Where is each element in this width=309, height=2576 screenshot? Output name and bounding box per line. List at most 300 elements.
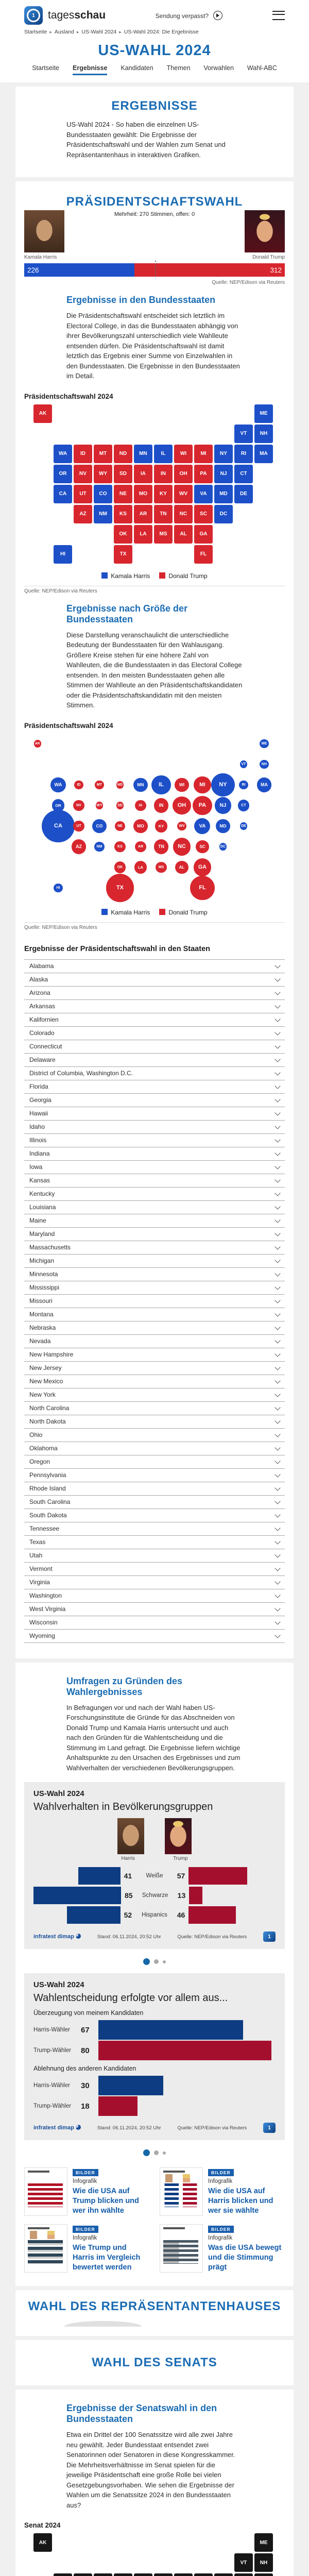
state-accordion-label: Oregon: [29, 1458, 50, 1465]
president-map-state-IA[interactable]: IA: [134, 465, 152, 483]
president-map-state-GA[interactable]: GA: [194, 525, 213, 544]
decision-row-0-0: [33, 2020, 276, 2040]
cartogram-bubble-DE[interactable]: DE: [240, 822, 248, 830]
panel1-stand: Stand: 06.11.2024, 20:52 Uhr: [97, 1934, 161, 1940]
cartogram-bubble-RI[interactable]: RI: [239, 781, 248, 789]
president-map: [33, 404, 276, 567]
state-accordion-label: Vermont: [29, 1565, 53, 1572]
president-map-state-CO[interactable]: CO: [94, 485, 112, 503]
cartogram-bubble-OH[interactable]: OH: [173, 796, 191, 815]
cartogram-bubble-IL[interactable]: IL: [151, 775, 170, 794]
president-map-state-IL[interactable]: IL: [154, 445, 173, 463]
cartogram-legend-item-0: Kamala Harris: [101, 909, 150, 916]
state-accordion-row-5[interactable]: [24, 1026, 285, 1040]
state-accordion-label: Alabama: [29, 962, 54, 970]
president-map-state-KY[interactable]: KY: [154, 485, 173, 503]
cartogram-bubble-MA[interactable]: MA: [257, 777, 272, 792]
cartogram-bubble-NV[interactable]: NV: [73, 800, 84, 811]
chevron-down-icon: [274, 1485, 280, 1490]
trump-votes-bar[interactable]: [134, 263, 285, 277]
cartogram-bubble-UT[interactable]: UT: [73, 821, 84, 832]
sendung-verpasst-link[interactable]: [106, 11, 272, 20]
state-accordion-row-41[interactable]: [24, 1509, 285, 1522]
cartogram-bubble-TX[interactable]: TX: [106, 874, 134, 902]
senate-map-state-ID[interactable]: [74, 2573, 92, 2576]
state-accordion-row-42[interactable]: [24, 1522, 285, 1535]
state-accordion-row-27[interactable]: [24, 1321, 285, 1334]
president-map-state-DC[interactable]: DC: [214, 505, 233, 523]
cartogram-bubble-OK[interactable]: OK: [114, 861, 126, 873]
trump-bar-Weiße: [188, 1867, 247, 1885]
teaser-kicker: Infografik: [73, 2178, 97, 2184]
state-accordion-row-47[interactable]: [24, 1589, 285, 1602]
panel1-kicker: US-Wahl 2024: [33, 1789, 84, 1798]
state-accordion-row-17[interactable]: [24, 1187, 285, 1200]
state-accordion-row-18[interactable]: [24, 1200, 285, 1214]
president-map-state-ID[interactable]: ID: [74, 445, 92, 463]
decision-chart: [33, 2009, 276, 2116]
senate-map-state-WI[interactable]: [174, 2573, 193, 2576]
chevron-down-icon: [274, 1445, 280, 1450]
state-accordion-row-39[interactable]: [24, 1482, 285, 1495]
state-accordion-label: Utah: [29, 1552, 43, 1559]
state-accordion-row-38[interactable]: [24, 1468, 285, 1482]
cartogram-bubble-NC[interactable]: NC: [173, 838, 191, 855]
cartogram-bubble-NM[interactable]: NM: [94, 842, 104, 852]
president-map-state-MA[interactable]: MA: [254, 445, 273, 463]
cartogram-bubble-WA[interactable]: WA: [50, 777, 66, 793]
state-accordion-label: Alaska: [29, 976, 48, 983]
president-map-state-FL[interactable]: FL: [194, 545, 213, 564]
cartogram-bubble-IA[interactable]: IA: [135, 800, 146, 811]
senate-map-state-AK[interactable]: AK: [33, 2533, 52, 2552]
chevron-down-icon: [274, 1378, 280, 1383]
president-map-state-RI[interactable]: RI: [234, 445, 253, 463]
president-map-state-ND[interactable]: ND: [114, 445, 132, 463]
teaser-headline[interactable]: Wie Trump und Harris im Vergleich bewertet werden: [73, 2244, 141, 2272]
cartogram-bubble-VA[interactable]: VA: [194, 818, 210, 834]
president-map-state-WV[interactable]: WV: [174, 485, 193, 503]
cartogram-bubble-MT[interactable]: MT: [95, 781, 104, 789]
carousel-dot-0[interactable]: [143, 2149, 150, 2156]
cartogram-bubble-TN[interactable]: TN: [154, 839, 169, 854]
state-accordion-row-26[interactable]: [24, 1308, 285, 1321]
president-map-state-NY[interactable]: NY: [214, 445, 233, 463]
thumb-bars: [163, 2240, 198, 2264]
president-map-state-OK[interactable]: OK: [114, 525, 132, 544]
senat-subhead: Ergebnisse der Senatswahl in den Bundesstaaten: [66, 2403, 217, 2424]
cartogram-bubble-NY[interactable]: NY: [211, 773, 235, 797]
state-accordion-row-2[interactable]: [24, 986, 285, 999]
senate-map-state-MI[interactable]: [194, 2573, 213, 2576]
cartogram-bubble-MS[interactable]: MS: [156, 862, 166, 873]
breadcrumb-separator-icon: ▸: [49, 29, 52, 35]
tab-3[interactable]: Themen: [166, 64, 191, 72]
cartogram-bubble-HI[interactable]: HI: [54, 884, 62, 892]
harris-value: 85: [125, 1891, 133, 1900]
president-map-state-TN[interactable]: TN: [154, 505, 173, 523]
teaser-headline[interactable]: Was die USA bewegt und die Stimmung prägt: [208, 2244, 282, 2272]
bar-source: Quelle: NEP/Edison via Reuters: [212, 280, 285, 285]
cartogram-bubble-LA[interactable]: LA: [134, 861, 147, 873]
chevron-down-icon: [274, 1619, 280, 1624]
tab-4[interactable]: Vorwahlen: [203, 64, 234, 72]
state-accordion-row-50[interactable]: [24, 1629, 285, 1642]
cartogram: [24, 734, 285, 904]
decision-row-0-1: [33, 2040, 276, 2061]
breadcrumb-item[interactable]: US-Wahl 2024: [81, 29, 117, 35]
president-map-state-IN[interactable]: IN: [154, 465, 173, 483]
state-accordion-row-34[interactable]: [24, 1415, 285, 1428]
cartogram-legend: [24, 904, 285, 919]
ergebnisse-card: [15, 87, 294, 177]
tab-0[interactable]: Startseite: [32, 64, 60, 72]
state-accordion-row-48[interactable]: [24, 1602, 285, 1616]
state-accordion-label: Montana: [29, 1311, 54, 1318]
cartogram-bubble-CT[interactable]: CT: [238, 800, 250, 811]
president-map-state-MD[interactable]: MD: [214, 485, 233, 503]
cartogram-bubble-AR[interactable]: AR: [135, 841, 146, 852]
senat-map-label: Senat 2024: [24, 2521, 61, 2529]
chevron-down-icon: [274, 1056, 280, 1062]
president-map-state-WY[interactable]: WY: [94, 465, 112, 483]
teaser-thumbnail-1[interactable]: [160, 2167, 203, 2216]
state-accordion-row-16[interactable]: [24, 1174, 285, 1187]
president-map-state-MS[interactable]: MS: [154, 525, 173, 544]
state-accordion-row-32[interactable]: [24, 1388, 285, 1401]
state-accordion-label: Texas: [29, 1538, 46, 1546]
state-accordion-label: Virginia: [29, 1579, 50, 1586]
trump-votes-value: 312: [270, 266, 282, 274]
president-legend-item-1: Donald Trump: [159, 572, 207, 580]
state-accordion-label: Ohio: [29, 1431, 43, 1438]
harris-bar-Hispanics: [67, 1906, 121, 1924]
decision-group-label-1: Ablehnung des anderen Kandidaten: [33, 2065, 136, 2072]
cartogram-bubble-MI[interactable]: MI: [194, 776, 211, 793]
breadcrumb-item[interactable]: Ausland: [54, 29, 74, 35]
state-accordion-label: New Hampshire: [29, 1351, 74, 1358]
senate-map-state-VT[interactable]: VT: [234, 2553, 253, 2572]
state-accordion-row-14[interactable]: [24, 1147, 285, 1160]
trump-bar-Schwarze: [189, 1887, 202, 1904]
president-map-state-AK[interactable]: AK: [33, 404, 52, 423]
president-map-state-AL[interactable]: AL: [174, 525, 193, 544]
president-map-state-MI[interactable]: MI: [194, 445, 213, 463]
president-map-state-AR[interactable]: AR: [134, 505, 152, 523]
state-accordion-label: Iowa: [29, 1163, 43, 1171]
harris-photo: [24, 210, 64, 252]
president-map-state-MT[interactable]: MT: [94, 445, 112, 463]
state-accordion-label: Connecticut: [29, 1043, 62, 1050]
state-accordion-row-1[interactable]: [24, 973, 285, 986]
state-accordion-row-15[interactable]: [24, 1160, 285, 1174]
tagesschau-logo[interactable]: [24, 6, 43, 25]
state-accordion-row-33[interactable]: [24, 1401, 285, 1415]
chevron-down-icon: [274, 1137, 280, 1142]
cartogram-bubble-OR[interactable]: OR: [52, 799, 64, 811]
butterfly-row-1: [33, 1886, 276, 1905]
senate-map-state-NY[interactable]: [214, 2573, 233, 2576]
state-accordion-row-37[interactable]: [24, 1455, 285, 1468]
president-map-state-AZ[interactable]: AZ: [74, 505, 92, 523]
state-accordion-row-13[interactable]: [24, 1133, 285, 1147]
state-accordion-row-25[interactable]: [24, 1294, 285, 1308]
infratest-dimap-logo: infratest dimap: [33, 2125, 81, 2131]
groesse-text: Diese Darstellung veranschaulicht die unterschiedliche Bedeutung der Bundesstaaten für den Wahlausgang. Größere Kreise stehen für eine höhere Zahl von Wahlleuten, die die Bundesstaaten in das Electoral College entsenden. In den meisten Bundesstaaten gehen alle Stimmen der Wahlleute an den Präsidentschaftskandidaten oder die Präsidentschaftskandidatin mit den meisten Stimmen.: [66, 631, 243, 709]
cartogram-bubble-KY[interactable]: KY: [155, 820, 167, 832]
senate-map-state-ME[interactable]: ME: [254, 2533, 273, 2552]
cartogram-bubble-IN[interactable]: IN: [154, 798, 169, 813]
cartogram-bubble-DC[interactable]: DC: [219, 843, 227, 851]
cartogram-bubble-MD[interactable]: MD: [216, 819, 230, 833]
cartogram-bubble-KS[interactable]: KS: [114, 841, 125, 852]
president-legend-swatch-0: [101, 572, 108, 579]
state-accordion-label: Maine: [29, 1217, 46, 1224]
chevron-down-icon: [274, 1123, 280, 1129]
umfragen-subhead: Umfragen zu Gründen des Wahlergebnisses: [66, 1675, 183, 1697]
state-accordion-row-6[interactable]: [24, 1040, 285, 1053]
president-map-state-SD[interactable]: SD: [114, 465, 132, 483]
president-map-state-NH[interactable]: NH: [254, 425, 273, 443]
cartogram-bubble-PA[interactable]: PA: [193, 796, 212, 815]
chevron-down-icon: [274, 1525, 280, 1531]
state-accordion-row-3[interactable]: [24, 999, 285, 1013]
cartogram-bubble-NE[interactable]: NE: [115, 821, 125, 831]
cartogram-bubble-AK[interactable]: AK: [34, 740, 42, 748]
president-map-state-WA[interactable]: WA: [54, 445, 72, 463]
cartogram-bubble-NJ[interactable]: NJ: [215, 797, 231, 814]
chevron-down-icon: [274, 989, 280, 995]
president-map-state-VA[interactable]: VA: [194, 485, 213, 503]
state-accordion-row-10[interactable]: [24, 1093, 285, 1107]
cartogram-bubble-SC[interactable]: SC: [196, 840, 209, 854]
state-accordion-label: Pennsylvania: [29, 1471, 66, 1479]
play-icon[interactable]: [213, 11, 222, 20]
cartogram-bubble-ND[interactable]: ND: [116, 781, 124, 789]
state-accordion-row-20[interactable]: [24, 1227, 285, 1241]
majority-label: Mehrheit: 270 Stimmen, offen: 0: [114, 211, 195, 217]
chevron-down-icon: [274, 1431, 280, 1437]
site-header: [0, 0, 309, 82]
cartogram-bubble-SD[interactable]: SD: [116, 802, 124, 809]
tab-1[interactable]: Ergebnisse: [73, 64, 107, 75]
president-map-state-VT[interactable]: VT: [234, 425, 253, 443]
state-accordion-label: Kentucky: [29, 1190, 55, 1197]
teaser-headline[interactable]: Wie die USA auf Harris blicken und wer sie wählte: [208, 2187, 273, 2215]
teaser-item-0: [24, 2167, 149, 2216]
president-map-state-CT[interactable]: CT: [234, 465, 253, 483]
state-accordion-row-35[interactable]: [24, 1428, 285, 1442]
chevron-down-icon: [274, 1217, 280, 1223]
cartogram-bubble-GA[interactable]: GA: [194, 858, 211, 876]
voter-value: 18: [81, 2102, 90, 2111]
hamburger-menu-icon[interactable]: [272, 11, 285, 20]
state-accordion-label: New Mexico: [29, 1378, 63, 1385]
trump-value: 46: [177, 1911, 185, 1919]
breadcrumb-item[interactable]: US-Wahl 2024: Die Ergebnisse: [124, 29, 199, 35]
tab-5[interactable]: Wahl-ABC: [247, 64, 277, 72]
state-accordion-row-7[interactable]: [24, 1053, 285, 1066]
cartogram-legend-swatch-1: [159, 909, 165, 915]
senate-map-state-RI[interactable]: [234, 2573, 253, 2576]
carousel-dot-2[interactable]: [163, 2151, 166, 2155]
chevron-down-icon: [274, 1096, 280, 1102]
repraesentantenhaus-title: WAHL DES REPRÄSENTANTENHAUSES: [28, 2299, 281, 2313]
cartogram-bubble-WV[interactable]: WV: [177, 822, 186, 831]
state-accordion-row-29[interactable]: [24, 1348, 285, 1361]
infratest-arc-icon: [76, 1934, 81, 1939]
harris-value: 41: [124, 1872, 132, 1880]
state-accordion-row-28[interactable]: [24, 1334, 285, 1348]
senate-map-state-ND[interactable]: [114, 2573, 132, 2576]
trump-caption: Donald Trump: [252, 255, 285, 260]
state-accordion-label: Arizona: [29, 989, 50, 996]
state-accordion-row-30[interactable]: [24, 1361, 285, 1375]
voter-value: 80: [81, 2046, 90, 2055]
decision-row-1-0: [33, 2075, 276, 2096]
president-map-state-HI[interactable]: HI: [54, 545, 72, 564]
president-map-label: Präsidentschaftswahl 2024: [24, 392, 113, 400]
cartogram-bubble-CO[interactable]: CO: [92, 819, 106, 833]
state-accordion-row-36[interactable]: [24, 1442, 285, 1455]
butterfly-chart: [33, 1867, 276, 1924]
senate-map-state-MN[interactable]: [134, 2573, 152, 2576]
cartogram-bubble-AZ[interactable]: AZ: [72, 839, 87, 854]
state-accordion-label: Michigan: [29, 1257, 55, 1264]
state-accordion-row-12[interactable]: [24, 1120, 285, 1133]
president-map-state-PA[interactable]: PA: [194, 465, 213, 483]
state-accordion-row-19[interactable]: [24, 1214, 285, 1227]
president-map-state-NM[interactable]: NM: [94, 505, 112, 523]
president-map-state-OH[interactable]: OH: [174, 465, 193, 483]
carousel-dot-2[interactable]: [163, 1960, 166, 1963]
breadcrumb-item[interactable]: Startseite: [24, 29, 47, 35]
harris-votes-value: 226: [27, 266, 39, 274]
harris-votes-bar[interactable]: [24, 263, 134, 277]
state-accordion-row-22[interactable]: [24, 1254, 285, 1267]
cartogram-bubble-AL[interactable]: AL: [175, 861, 188, 874]
state-accordion-row-24[interactable]: [24, 1281, 285, 1294]
cartogram-bubble-VT[interactable]: VT: [240, 760, 248, 768]
senate-map: [33, 2533, 276, 2576]
state-accordion-row-46[interactable]: [24, 1575, 285, 1589]
president-map-state-MN[interactable]: MN: [134, 445, 152, 463]
infratest-arc-icon: [76, 2125, 81, 2130]
bundesstaaten-text: Die Präsidentschaftswahl entscheidet sich letztlich im Electoral College, in das die Bundesstaaten abhängig von ihrer Bevölkerungszahl unterschiedlich viele Wahlleute entsenden dürfen. Die Präsidentschaftswahl ist damit letztlich das Ergebnis einer Summe von Einzelwahlen in den Bundesstaaten. Die Ergebnisse in den Bundesstaaten im Detail.: [66, 312, 240, 380]
carousel-dot-1[interactable]: [154, 1959, 159, 1964]
state-accordion-row-0[interactable]: [24, 959, 285, 973]
state-accordion-row-49[interactable]: [24, 1616, 285, 1629]
chevron-down-icon: [274, 1404, 280, 1410]
voter-label: Harris-Wähler: [33, 2027, 70, 2033]
state-accordion-row-44[interactable]: [24, 1549, 285, 1562]
chevron-down-icon: [274, 1244, 280, 1249]
carousel-dot-1[interactable]: [154, 2150, 159, 2155]
president-map-state-SC[interactable]: SC: [194, 505, 213, 523]
president-map-state-NE[interactable]: NE: [114, 485, 132, 503]
state-accordion-row-11[interactable]: [24, 1107, 285, 1120]
carousel-dot-0[interactable]: [143, 1958, 150, 1965]
state-accordion-row-40[interactable]: [24, 1495, 285, 1509]
president-map-state-ME[interactable]: ME: [254, 404, 273, 423]
chevron-down-icon: [274, 1311, 280, 1316]
breadcrumb-separator-icon: ▸: [119, 29, 122, 35]
president-map-state-DE[interactable]: DE: [234, 485, 253, 503]
state-accordion-row-8[interactable]: [24, 1066, 285, 1080]
senat-title: WAHL DES SENATS: [92, 2355, 217, 2369]
president-map-state-KS[interactable]: KS: [114, 505, 132, 523]
cartogram-bubble-MN[interactable]: MN: [133, 778, 147, 792]
harris-small-caption: Harris: [121, 1856, 135, 1861]
chevron-down-icon: [274, 1552, 280, 1557]
tab-2[interactable]: Kandidaten: [121, 64, 153, 72]
president-map-state-CA[interactable]: CA: [54, 485, 72, 503]
state-accordion-row-43[interactable]: [24, 1535, 285, 1549]
president-map-state-MO[interactable]: MO: [134, 485, 152, 503]
senate-map-state-WA[interactable]: [54, 2573, 72, 2576]
cartogram-bubble-ME[interactable]: ME: [260, 739, 268, 748]
cartogram-bubble-MO[interactable]: MO: [133, 819, 147, 833]
teaser-kicker: Infografik: [208, 2235, 233, 2241]
president-map-state-WI[interactable]: WI: [174, 445, 193, 463]
state-accordion-label: Massachusetts: [29, 1244, 71, 1251]
state-accordion-row-21[interactable]: [24, 1241, 285, 1254]
butterfly-row-0: [33, 1867, 276, 1885]
voter-label: Harris-Wähler: [33, 2082, 70, 2089]
chevron-down-icon: [274, 1163, 280, 1169]
president-map-state-OR[interactable]: OR: [54, 465, 72, 483]
page-title: US-WAHL 2024: [98, 42, 211, 59]
president-map-state-NV[interactable]: NV: [74, 465, 92, 483]
senate-map-state-IL[interactable]: [154, 2573, 173, 2576]
voter-label: Trump-Wähler: [33, 2103, 72, 2109]
state-accordion-row-9[interactable]: [24, 1080, 285, 1093]
teaser-thumbnail-2[interactable]: [24, 2224, 67, 2273]
teaser-headline[interactable]: Wie die USA auf Trump blicken und wer ihn wählte: [73, 2187, 139, 2215]
cartogram-bubble-ID[interactable]: ID: [74, 781, 83, 789]
chevron-down-icon: [274, 1565, 280, 1571]
president-map-state-NJ[interactable]: NJ: [214, 465, 233, 483]
cartogram-bubble-CA[interactable]: CA: [42, 810, 74, 842]
cartogram-bubble-NH[interactable]: NH: [260, 760, 268, 769]
cartogram-bubble-WY[interactable]: WY: [96, 802, 104, 809]
president-map-state-NC[interactable]: NC: [174, 505, 193, 523]
state-accordion-row-31[interactable]: [24, 1375, 285, 1388]
senate-map-state-NH[interactable]: NH: [254, 2553, 273, 2572]
president-map-legend: [24, 567, 285, 583]
state-accordion-label: Tennessee: [29, 1525, 60, 1532]
state-accordion-row-23[interactable]: [24, 1267, 285, 1281]
president-map-state-TX[interactable]: TX: [114, 545, 132, 564]
brand-wordmark[interactable]: tagesschau: [48, 9, 106, 21]
state-accordion-label: Kalifornien: [29, 1016, 59, 1023]
senate-map-state-MT[interactable]: [94, 2573, 112, 2576]
teaser-thumbnail-3[interactable]: [160, 2224, 203, 2273]
president-legend-item-0: Kamala Harris: [101, 572, 150, 580]
thumb-harris-photo: [30, 2231, 37, 2239]
thumb-harris-photo: [165, 2174, 173, 2182]
state-accordion-row-45[interactable]: [24, 1562, 285, 1575]
teaser-thumbnail-0[interactable]: [24, 2167, 67, 2216]
state-accordion-label: South Carolina: [29, 1498, 71, 1505]
senate-map-state-MA[interactable]: [254, 2573, 273, 2576]
cartogram-bubble-FL[interactable]: FL: [190, 876, 214, 900]
cartogram-bubble-WI[interactable]: WI: [175, 778, 188, 792]
president-map-state-LA[interactable]: LA: [134, 525, 152, 544]
state-accordion-label: West Virginia: [29, 1605, 66, 1613]
president-map-state-UT[interactable]: UT: [74, 485, 92, 503]
state-accordion-row-4[interactable]: [24, 1013, 285, 1026]
